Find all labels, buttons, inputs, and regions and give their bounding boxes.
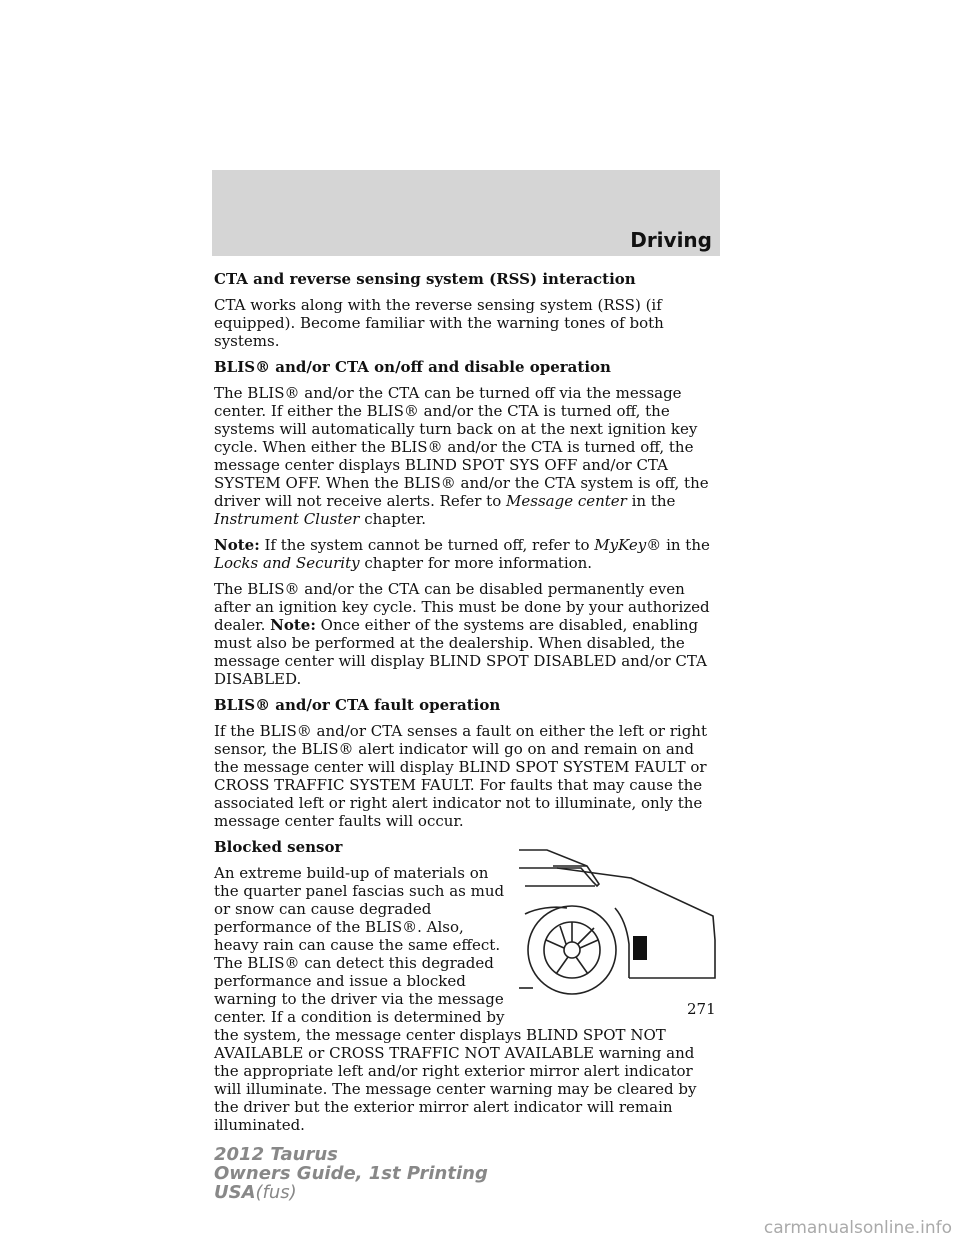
sensor-location-marker (633, 936, 647, 960)
footer-line-model: 2012 Taurus (214, 1144, 338, 1165)
note-text-mid: in the (661, 536, 710, 554)
message-center-ref: Message center (506, 492, 627, 510)
disable-text: The BLIS® and/or the CTA can be disabled permanently even after an ignition key cycle. This must be done by your authorized dealer. (214, 580, 710, 634)
rss-body: CTA works along with the reverse sensing system (RSS) (if equipped). Become familiar with the warning tones of both systems. (214, 296, 664, 350)
fault-heading: BLIS® and/or CTA fault operation (214, 696, 501, 714)
locks-security-ref: Locks and Security (214, 554, 360, 572)
rss-heading: CTA and reverse sensing system (RSS) interaction (214, 270, 636, 288)
footer-line-region (214, 1183, 488, 1202)
disable-text-end: Once either of the systems are disabled, enabling must also be performed at the dealership. When disabled, the message center will display BLIND SPOT DISABLED and/or CTA DISABLED. (214, 616, 707, 688)
rear-quarter-panel-illustration (517, 848, 722, 1008)
footer-region: USA (214, 1182, 256, 1203)
note-label: Note: (214, 536, 260, 554)
disable-note-label: Note: (270, 616, 316, 634)
footer-region-code: (fus) (255, 1182, 297, 1203)
onoff-paragraph (214, 384, 722, 528)
watermark: carmanualsonline.info (763, 1218, 952, 1238)
fault-body: If the BLIS® and/or CTA senses a fault on either the left or right sensor, the BLIS® alert indicator will go on and remain on and the message center will display BLIND SPOT SYSTEM FAULT or CROSS TRAFFIC SYSTEM FAULT. For faults that may cause the associated left or right alert indicator not to illuminate, only the message center faults will occur. (214, 722, 707, 830)
section-header-band (212, 170, 720, 256)
onoff-text: The BLIS® and/or the CTA can be turned off via the message center. If either the BLIS® and/or the CTA is turned off, the systems will automatically turn back on at the next ignition key cycle. When either the BLIS® and/or the CTA is turned off, the message center displays BLIND SPOT SYS OFF and/or CTA SYSTEM OFF. When the BLIS® and/or the CTA system is off, the driver will not receive alerts. Refer to (214, 384, 709, 510)
onoff-heading: BLIS® and/or CTA on/off and disable operation (214, 358, 611, 376)
disable-paragraph (214, 580, 722, 688)
note-text: If the system cannot be turned off, refer to (259, 536, 595, 554)
onoff-text-mid: in the (626, 492, 676, 510)
section-title: Driving (630, 228, 712, 252)
blocked-body: An extreme build-up of materials on the quarter panel fascias such as mud or snow can cause degraded performance of the BLIS®. Also, heavy rain can cause the same effect. The BLIS® can detect this degraded performance and issue a blocked warning to the driver via the message center. If a condition is determined by the system, the message center displays BLIND SPOT NOT AVAILABLE or CROSS TRAFFIC NOT AVAILABLE warning and the appropriate left and/or right exterior mirror alert indicator will illuminate. The message center warning may be cleared by the driver but the exterior mirror alert indicator will remain illuminated. (214, 864, 697, 1134)
footer-line-printing: Owners Guide, 1st Printing (214, 1163, 488, 1184)
instrument-cluster-ref: Instrument Cluster (214, 510, 360, 528)
note-paragraph (214, 536, 722, 572)
note-text-end: chapter for more information. (359, 554, 593, 572)
onoff-text-end: chapter. (359, 510, 426, 528)
blocked-heading: Blocked sensor (214, 838, 343, 856)
footer-edition (214, 1145, 488, 1202)
mykey-ref: MyKey® (594, 536, 662, 554)
page-content (214, 270, 722, 1142)
page-number: 271 (687, 1000, 716, 1018)
